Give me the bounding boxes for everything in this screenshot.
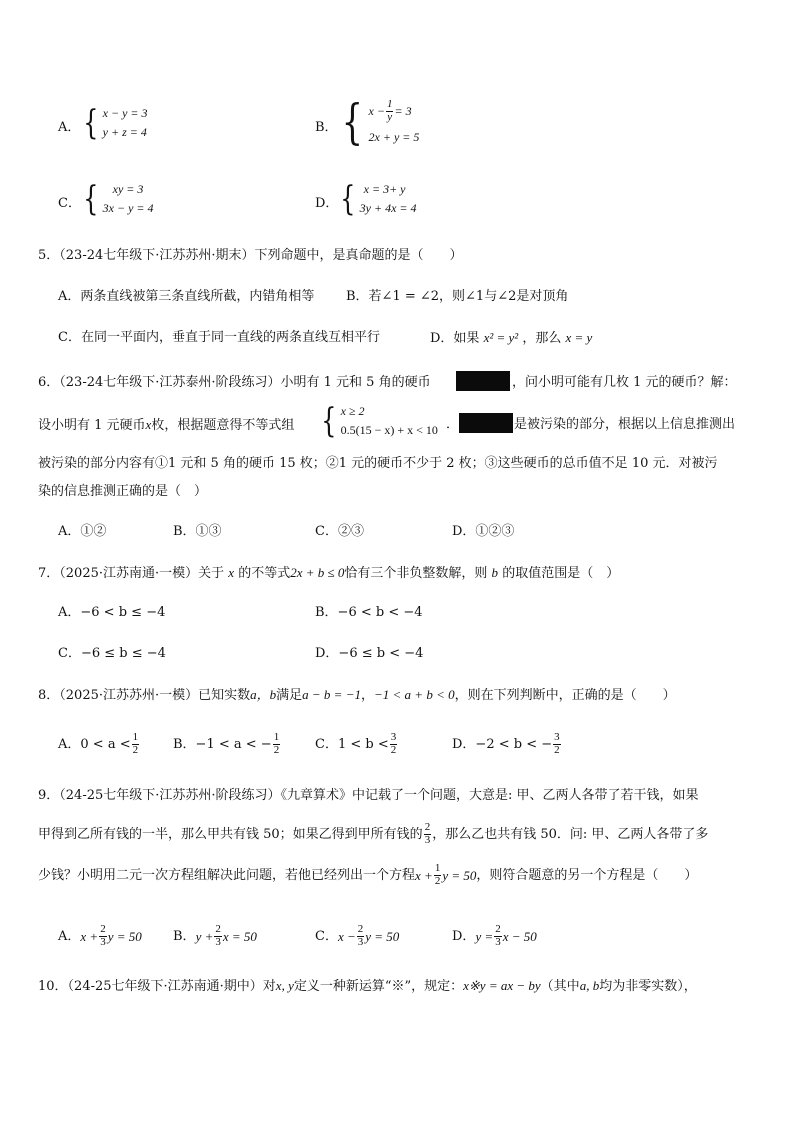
equation-part: x − bbox=[368, 104, 385, 118]
equation-line: y + z = 4 bbox=[102, 125, 147, 139]
fraction: $\frac{1}{y}$ bbox=[386, 98, 393, 123]
option-b: B．①③ bbox=[173, 524, 222, 539]
option-c: C．1 < b < $\frac{3}{2}$ bbox=[315, 731, 397, 756]
math-expression: x² = y² bbox=[483, 330, 519, 345]
option-label: D． bbox=[315, 196, 339, 211]
option-a: A．①② bbox=[58, 524, 107, 539]
option-d: D．−6 ≤ b < −4 bbox=[315, 646, 424, 661]
option-a: A．0 < a < $\frac{1}{2}$ bbox=[58, 731, 139, 756]
equation-line: xy = 3 bbox=[112, 182, 144, 196]
question-stem: 8．（2025·江苏苏州·一模）已知实数a，b满足a − b = −1，−1 < a + b < 0，则在下列判断中，正确的是（ ） bbox=[38, 687, 676, 703]
option-c: C．②③ bbox=[315, 524, 364, 539]
option-a: A．两条直线被第三条直线所截，内错角相等 bbox=[58, 289, 315, 304]
option-a: A． x + $\frac{2}{3}$ y = 50 bbox=[58, 923, 142, 948]
redaction-block bbox=[459, 413, 513, 433]
question-stem-line: ，问小明可能有几枚 1 元的硬币？解： bbox=[512, 375, 737, 390]
option-b: B．−1 < a < − $\frac{1}{2}$ bbox=[173, 731, 280, 756]
equation-system: { x = 3+ y 3y + 4x = 4 bbox=[340, 179, 417, 219]
equation-line: 2x + y = 5 bbox=[368, 129, 420, 144]
option-d: D．−2 < b < − $\frac{3}{2}$ bbox=[452, 731, 560, 756]
option-b: B．−6 < b < −4 bbox=[315, 605, 423, 620]
option-c: C．−6 ≤ b ≤ −4 bbox=[58, 646, 166, 661]
option-label: C． bbox=[58, 196, 81, 211]
question-stem-line: 9．（24-25七年级下·江苏苏州·阶段练习）《九章算术》中记载了一个问题，大意是: 甲、乙两人各带了若干钱，如果 bbox=[38, 788, 699, 803]
equation-line: x − y = 3 bbox=[102, 106, 148, 120]
option-label: B． bbox=[315, 120, 338, 135]
punctuation: ． bbox=[446, 417, 460, 432]
inequality-line: x ≥ 2 bbox=[340, 404, 365, 418]
equation-system: { x − y = 3 y + z = 4 bbox=[83, 103, 148, 143]
equation-line: 3y + 4x = 4 bbox=[359, 201, 417, 215]
option-b: B． y + $\frac{2}{3}$ x = 50 bbox=[173, 923, 257, 948]
question-stem-line: 甲得到乙所有钱的一半，那么甲共有钱 50；如果乙得到甲所有钱的 $\frac{2}{3}$ ，那么乙也共有钱 50．问: 甲、乙两人各带了多 bbox=[38, 821, 709, 846]
question-stem: 5．（23-24七年级下·江苏苏州·期末）下列命题中，是真命题的是（ ） bbox=[38, 248, 463, 263]
option-b: B．若∠1 = ∠2，则∠1与∠2是对顶角 bbox=[346, 289, 569, 304]
option-c: C．在同一平面内，垂直于同一直线的两条直线互相平行 bbox=[58, 330, 380, 345]
question-stem-line: 6．（23-24七年级下·江苏泰州·阶段练习）小明有 1 元和 5 角的硬币 bbox=[38, 375, 431, 390]
question-stem-line: 被污染的部分内容有①1 元和 5 角的硬币 15 枚；②1 元的硬币不少于 2 枚；③这些硬币的总币值不足 10 元．对被污 bbox=[38, 456, 718, 471]
equation-line: x = 3+ y bbox=[363, 182, 406, 196]
option-c: C． x − $\frac{2}{3}$ y = 50 bbox=[315, 923, 400, 948]
equation-part: = 3 bbox=[394, 104, 412, 118]
option-d: D．①②③ bbox=[452, 524, 515, 539]
redaction-block bbox=[456, 371, 510, 391]
option-d: D．如果 x² = y² ，那么 x = y bbox=[430, 330, 593, 346]
question-stem-line: 设小明有 1 元硬币x枚，根据题意得不等式组 bbox=[38, 417, 295, 433]
option-label: A． bbox=[58, 120, 81, 135]
option-d: D． y = $\frac{2}{3}$ x − 50 bbox=[452, 923, 537, 948]
equation-system: { xy = 3 3x − y = 4 bbox=[83, 179, 154, 219]
question-stem-line: 少钱？小明用二元一次方程组解决此问题，若他已经列出一个方程 x + $\frac{1}{2}$ y = 50 ，则符合题意的另一个方程是（ ） bbox=[38, 862, 698, 887]
inequality-system: { x ≥ 2 0.5(15 − x) + x < 10 bbox=[321, 401, 438, 441]
inequality-line: 0.5(15 − x) + x < 10 bbox=[340, 423, 438, 437]
equation-system: { x − $\frac{1}{y}$ = 3 2x + y = 5 bbox=[341, 94, 420, 150]
question-stem-line: 染的信息推测正确的是（ ） bbox=[38, 484, 208, 499]
question-stem: 7．（2025·江苏南通·一模）关于 x 的不等式2x + b ≤ 0恰有三个非负整数解，则 b 的取值范围是（ ） bbox=[38, 565, 620, 581]
equation-line: 3x − y = 4 bbox=[102, 201, 154, 215]
question-stem-line: 是被污染的部分，根据以上信息推测出 bbox=[514, 417, 736, 432]
option-a: A．−6 < b ≤ −4 bbox=[58, 605, 166, 620]
question-stem: 10．（24-25七年级下·江苏南通·期中）对x, y定义一种新运算“※”，规定：x※y = ax − by（其中a, b均为非零实数）， bbox=[38, 978, 697, 994]
math-expression: x = y bbox=[565, 330, 593, 345]
